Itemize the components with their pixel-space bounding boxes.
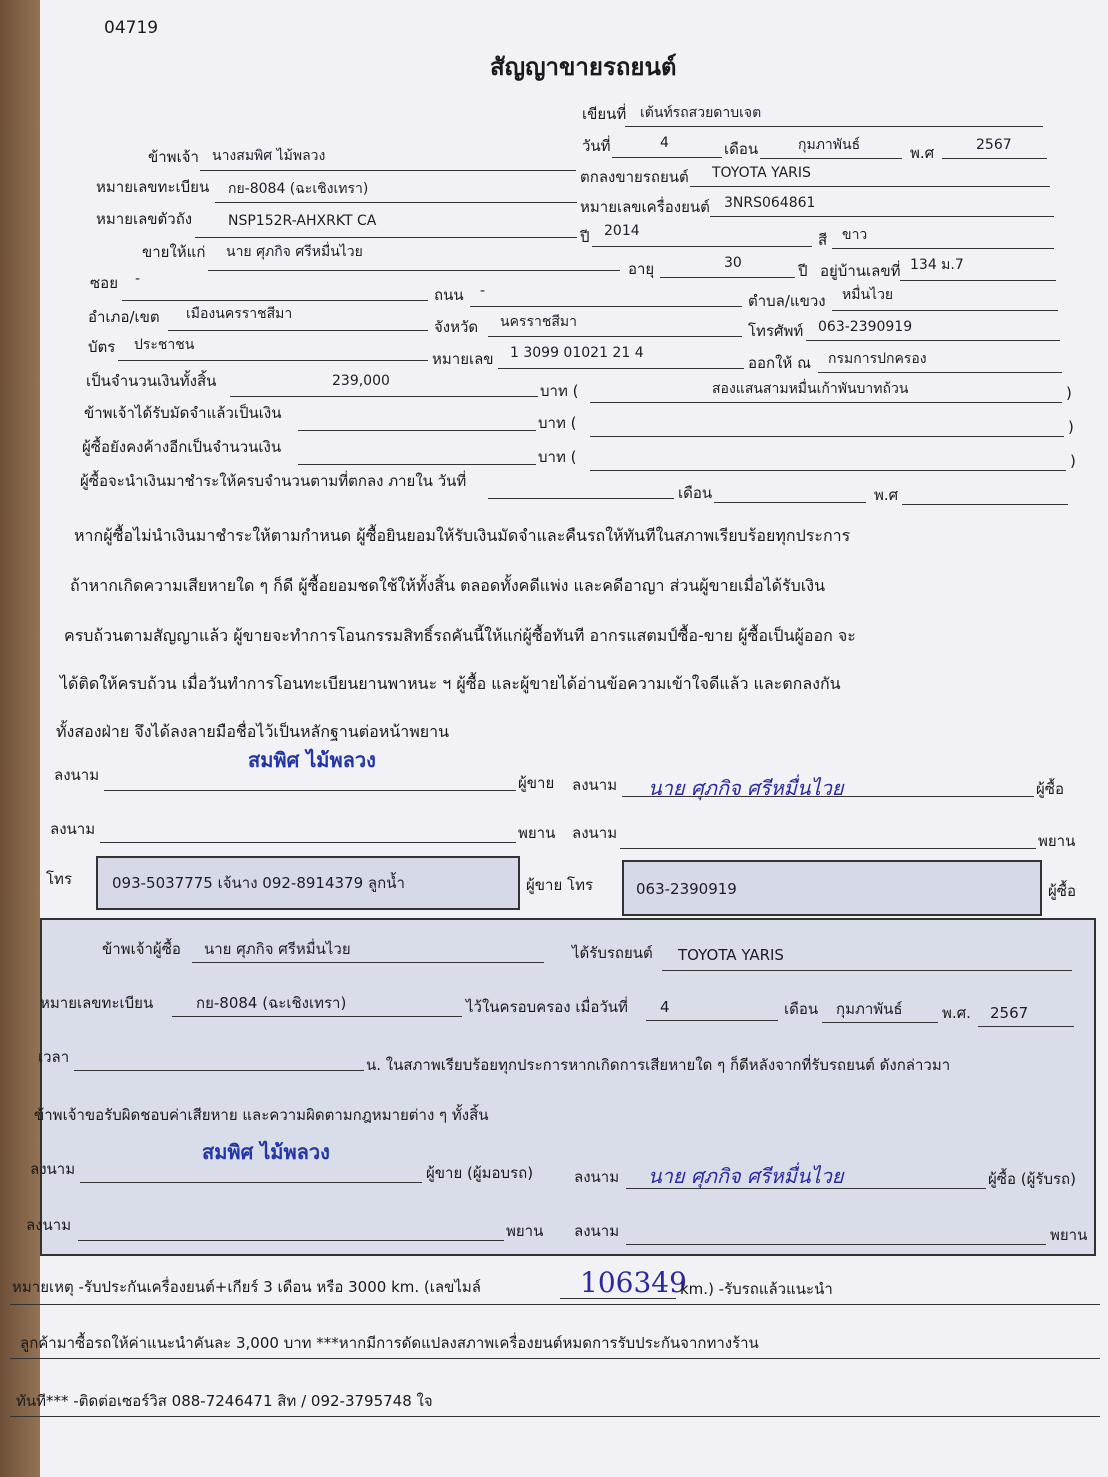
receipt-reg-label: หมายเลขทะเบียน [40, 994, 154, 1012]
underline [590, 402, 1062, 403]
underline [560, 1298, 676, 1299]
total-words: สองแสนสามหมื่นเก้าพันบาทถ้วน [712, 381, 909, 397]
underline [298, 464, 536, 465]
house-label: อยู่บ้านเลขที่ [820, 262, 901, 280]
written-at-label: เขียนที่ [582, 105, 627, 123]
witness-role: พยาน [1050, 1226, 1088, 1244]
soi-value: - [135, 271, 141, 287]
underline [118, 360, 428, 361]
note-line-1b: km.) -รับรถแล้วแนะนำ [680, 1280, 833, 1298]
underline [690, 186, 1050, 187]
month-label: เดือน [724, 140, 759, 158]
underline [168, 330, 428, 331]
note-line-3: ทันที*** -ติดต่อเซอร์วิส 088-7246471 สิท / 092-3795748 ใจ [16, 1392, 433, 1410]
chassis-value: NSP152R-AHXRKT CA [228, 213, 377, 229]
road-label: ถนน [434, 286, 464, 304]
underline [646, 1020, 778, 1021]
underline [710, 216, 1054, 217]
month-value: กุมภาพันธ์ [798, 137, 861, 153]
chassis-label: หมายเลขตัวถัง [96, 210, 193, 228]
seller-role: ผู้ขาย [518, 774, 555, 792]
terms-line: หากผู้ซื้อไม่นำเงินมาชำระให้ตามกำหนด ผู้ซื้อยินยอมให้รับเงินมัดจำและคืนรถให้ทันทีในสภาพเรียบร้อยทุกประการ [74, 526, 851, 545]
page-title: สัญญาขายรถยนต์ [490, 53, 677, 81]
soi-label: ซอย [90, 274, 118, 292]
possession-label: ไว้ในครอบครอง เมื่อวันที่ [466, 998, 628, 1016]
underline [488, 498, 674, 499]
remaining-label: ผู้ซื้อยังคงค้างอีกเป็นจำนวนเงิน [82, 438, 282, 456]
underline [208, 270, 620, 271]
underline [662, 970, 1072, 971]
date-label: วันที่ [582, 137, 611, 155]
close-paren: ) [1066, 384, 1072, 402]
tambon-value: หมื่นไวย [842, 287, 894, 303]
reg-label: หมายเลขทะเบียน [96, 178, 210, 196]
due-label: ผู้ซื้อจะนำเงินมาชำระให้ครบจำนวนตามที่ตกลง ภายใน วันที่ [80, 472, 467, 490]
seller-stamp: สมพิศ ไม้พลวง [248, 748, 376, 772]
receipt-day: 4 [660, 998, 670, 1016]
underline [818, 372, 1062, 373]
witness-role: พยาน [506, 1222, 544, 1240]
car-year-value: 2014 [604, 223, 640, 239]
terms-line: ได้ติดให้ครบถ้วน เมื่อวันทำการโอนทะเบียนยานพาหนะ ฯ ผู้ซื้อ และผู้ขายได้อ่านข้อความเข้าใจดีแล้ว และตกลงกัน [60, 674, 841, 693]
age-label: อายุ [628, 260, 655, 278]
buyer-role: ผู้ซื้อ [1048, 882, 1076, 900]
color-value: ขาว [842, 227, 868, 243]
sell-to-label: ขายให้แก่ [142, 243, 206, 261]
buyer-role: ผู้ซื้อ [1036, 780, 1064, 798]
age-value: 30 [724, 255, 742, 271]
issued-label: ออกให้ ณ [748, 354, 811, 372]
receipt-buyer-role: ผู้ซื้อ (ผู้รับรถ) [988, 1170, 1076, 1188]
underline [612, 157, 722, 158]
sign-label: ลงนาม [574, 1168, 620, 1186]
year-label: พ.ศ [910, 144, 935, 162]
amphoe-value: เมืองนครราชสีมา [186, 306, 293, 322]
seller-phone-role: ผู้ขาย โทร [526, 876, 594, 894]
buyer-name: นาย ศุภกิจ ศรีหมื่นไวย [226, 244, 363, 260]
id-value: 1 3099 01021 21 4 [510, 345, 644, 361]
liability-text: ข้าพเจ้าขอรับผิดชอบค่าเสียหาย และความผิดตามกฎหมายต่าง ๆ ทั้งสิ้น [34, 1106, 489, 1124]
underline [215, 202, 577, 203]
due-month-label: เดือน [678, 484, 713, 502]
underline [172, 1016, 462, 1017]
seller-phone-box [96, 856, 520, 910]
underline [625, 126, 1043, 127]
time-label: เวลา [38, 1048, 70, 1066]
underline [470, 306, 742, 307]
note-underline [10, 1416, 1100, 1417]
color-label: สี [818, 231, 828, 249]
signature-line [620, 848, 1036, 849]
receipt-year-label: พ.ศ. [942, 1004, 971, 1022]
witness-role: พยาน [1038, 832, 1076, 850]
underline [200, 170, 576, 171]
underline [714, 502, 866, 503]
signature-line [626, 1188, 986, 1189]
underline [806, 340, 1060, 341]
buyer-signature: นาย ศุภกิจ ศรีหมื่นไวย [648, 776, 844, 800]
received-car: TOYOTA YARIS [678, 946, 784, 964]
buyer-phone: 063-2390919 [818, 319, 913, 335]
due-year-label: พ.ศ [874, 486, 899, 504]
issued-value: กรมการปกครอง [828, 351, 927, 367]
underline [822, 1022, 938, 1023]
terms-line: ครบถ้วนตามสัญญาแล้ว ผู้ขายจะทำการโอนกรรมสิทธิ์รถคันนี้ให้แก่ผู้ซื้อทันที อากรแสตมป์ซื้อ-ขาย ผู้ซื้อเป็นผู้ออก จะ [64, 626, 856, 645]
buyer-phone-box [622, 860, 1042, 916]
total-value: 239,000 [332, 373, 390, 389]
card-label: บัตร [88, 338, 116, 356]
sign-label: ลงนาม [572, 824, 618, 842]
province-label: จังหวัด [434, 318, 479, 336]
road-value: - [480, 283, 486, 299]
sign-label: ลงนาม [572, 776, 618, 794]
receipt-buyer-signature: นาย ศุภกิจ ศรีหมื่นไวย [648, 1164, 844, 1188]
baht-label: บาท ( [540, 382, 579, 400]
sign-label: ลงนาม [574, 1222, 620, 1240]
underline [592, 246, 812, 247]
signature-line [104, 790, 516, 791]
underline [498, 368, 744, 369]
underline [590, 436, 1064, 437]
seller-label: ข้าพเจ้า [148, 148, 199, 166]
id-label: หมายเลข [432, 350, 494, 368]
sign-label: ลงนาม [26, 1216, 72, 1234]
underline [942, 158, 1047, 159]
underline [590, 470, 1066, 471]
receipt-month: กุมภาพันธ์ [836, 1000, 903, 1018]
underline [902, 504, 1068, 505]
witness-role: พยาน [518, 824, 556, 842]
note-line-1a: หมายเหตุ -รับประกันเครื่องยนต์+เกียร์ 3 เดือน หรือ 3000 km. (เลขไมล์ [12, 1278, 481, 1296]
signature-line [626, 1244, 1046, 1245]
phone-label: โทรศัพท์ [748, 322, 804, 340]
signature-line [622, 796, 1034, 797]
underline [488, 336, 742, 337]
receipt-box [40, 918, 1096, 1256]
underline [74, 1070, 364, 1071]
phone-label: โทร [46, 870, 73, 888]
underline [192, 962, 544, 963]
baht-label: บาท ( [538, 448, 577, 466]
seller-phone: 093-5037775 เจ้นาง 092-8914379 ลูกน้ำ [112, 874, 405, 892]
amphoe-label: อำเภอ/เขต [88, 308, 160, 326]
underline [298, 430, 536, 431]
underline [978, 1026, 1074, 1027]
age-unit: ปี [798, 262, 808, 280]
sign-label: ลงนาม [50, 820, 96, 838]
underline [832, 310, 1058, 311]
receipt-seller-stamp: สมพิศ ไม้พลวง [202, 1140, 330, 1164]
province-value: นครราชสีมา [500, 314, 577, 330]
sign-label: ลงนาม [54, 766, 100, 784]
receipt-buyer-label: ข้าพเจ้าผู้ซื้อ [102, 940, 181, 958]
receipt-reg: กย-8084 (ฉะเชิงเทรา) [196, 994, 347, 1012]
underline [122, 300, 428, 301]
receipt-month-label: เดือน [784, 1000, 819, 1018]
total-label: เป็นจำนวนเงินทั้งสิ้น [86, 372, 217, 390]
signature-line [78, 1240, 504, 1241]
receipt-buyer-name: นาย ศุภกิจ ศรีหมื่นไวย [204, 940, 351, 958]
card-value: ประชาชน [134, 337, 195, 353]
receipt-year: 2567 [990, 1004, 1029, 1022]
engine-label: หมายเลขเครื่องยนต์ [580, 198, 710, 216]
signature-line [100, 842, 516, 843]
underline [660, 277, 795, 278]
close-paren: ) [1070, 452, 1076, 470]
underline [230, 396, 538, 397]
underline [832, 248, 1054, 249]
underline [900, 280, 1056, 281]
terms-line: ถ้าหากเกิดความเสียหายใด ๆ ก็ดี ผู้ซื้อยอมชดใช้ให้ทั้งสิ้น ตลอดทั้งคดีแพ่ง และคดีอาญา ส่วนผู้ขายเมื่อได้รับเงิน [70, 576, 826, 595]
year-value: 2567 [976, 137, 1012, 153]
close-paren: ) [1068, 418, 1074, 436]
baht-label: บาท ( [538, 414, 577, 432]
date-day: 4 [660, 135, 669, 151]
agree-label: ตกลงขายรถยนต์ [580, 168, 689, 186]
seller-name: นางสมพิศ ไม้พลวง [212, 148, 326, 164]
buyer-phone-boxed: 063-2390919 [636, 880, 737, 898]
reg-value: กย-8084 (ฉะเชิงเทรา) [228, 181, 369, 197]
document-number: 04719 [104, 18, 159, 38]
car-model: TOYOTA YARIS [712, 165, 811, 181]
engine-value: 3NRS064861 [724, 195, 816, 211]
underline [195, 237, 577, 238]
note-underline [10, 1358, 1100, 1359]
underline [760, 158, 902, 159]
house-value: 134 ม.7 [910, 257, 964, 273]
deposit-label: ข้าพเจ้าได้รับมัดจำแล้วเป็นเงิน [84, 404, 282, 422]
terms-line: ทั้งสองฝ่าย จึงได้ลงลายมือชื่อไว้เป็นหลักฐานต่อหน้าพยาน [56, 722, 450, 741]
written-at-value: เต้นท์รถสวยดาบเจต [640, 105, 762, 121]
time-text: น. ในสภาพเรียบร้อยทุกประการหากเกิดการเสียหายใด ๆ ก็ดีหลังจากที่รับรถยนต์ ดังกล่าวมา [366, 1056, 951, 1074]
receipt-seller-role: ผู้ขาย (ผู้มอบรถ) [426, 1164, 534, 1182]
car-year-label: ปี [580, 228, 590, 246]
tambon-label: ตำบล/แขวง [748, 292, 826, 310]
signature-line [80, 1182, 422, 1183]
note-underline [10, 1304, 1100, 1305]
sign-label: ลงนาม [30, 1160, 76, 1178]
mileage-value: 106349 [580, 1266, 687, 1299]
note-line-2: ลูกค้ามาซื้อรถให้ค่าแนะนำคันละ 3,000 บาท ***หากมีการดัดแปลงสภาพเครื่องยนต์หมดการรับประกันจากทางร้าน [20, 1334, 759, 1352]
received-label: ได้รับรถยนต์ [572, 944, 653, 962]
